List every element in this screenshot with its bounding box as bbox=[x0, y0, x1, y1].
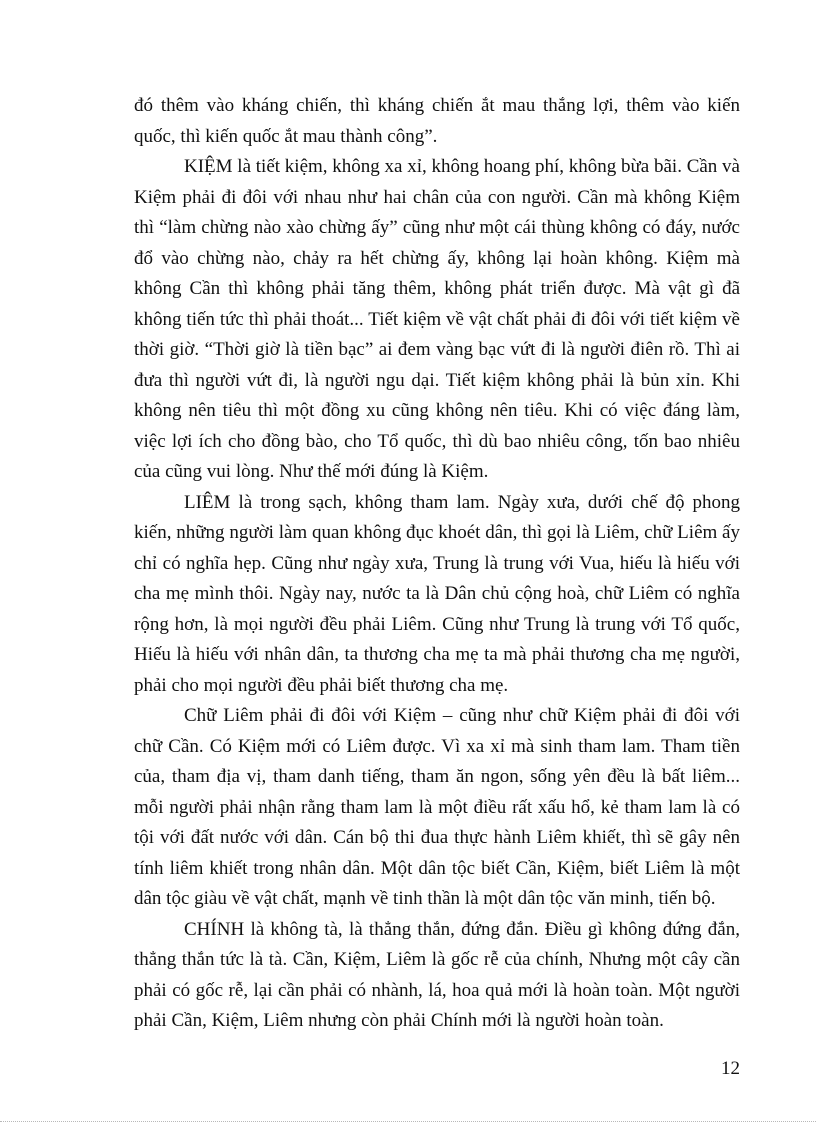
page-number: 12 bbox=[721, 1058, 740, 1079]
document-body bbox=[134, 91, 740, 1037]
page-bottom-divider bbox=[0, 1121, 816, 1122]
paragraph-liem: LIÊM là trong sạch, không tham lam. Ngày xưa, dưới chế độ phong kiến, những người làm quan không đục khoét dân, thì gọi là Liêm, chữ Liêm ấy chỉ có nghĩa hẹp. Cũng như ngày xưa, Trung là trung với Vua, hiếu là hiếu với cha mẹ mình thôi. Ngày nay, nước ta là Dân chủ cộng hoà, chữ Liêm có nghĩa rộng hơn, là mọi người đều phải Liêm. Cũng như Trung là trung với Tổ quốc, Hiếu là hiếu với nhân dân, ta thương cha mẹ ta mà phải thương cha mẹ người, phải cho mọi người đều phải biết thương cha mẹ. bbox=[134, 491, 740, 696]
paragraph-chinh: CHÍNH là không tà, là thẳng thắn, đứng đắn. Điều gì không đứng đắn, thẳng thắn tức là tà. Cần, Kiệm, Liêm là gốc rễ của chính, Nhưng một cây cần phải có gốc rễ, lại cần phải có nhành, lá, hoa quả mới là hoàn toàn. Một người phải Cần, Kiệm, Liêm nhưng còn phải Chính mới là người hoàn toàn. bbox=[134, 918, 740, 1031]
paragraph-liem-kiem: Chữ Liêm phải đi đôi với Kiệm – cũng như chữ Kiệm phải đi đôi với chữ Cần. Có Kiệm mới có Liêm được. Vì xa xỉ mà sinh tham lam. Tham tiền của, tham địa vị, tham danh tiếng, tham ăn ngon, sống yên đều là bất liêm... mỗi người phải nhận rằng tham lam là một điều rất xấu hổ, kẻ tham lam là có tội với đất nước với dân. Cán bộ thi đua thực hành Liêm khiết, thì sẽ gây nên tính liêm khiết trong nhân dân. Một dân tộc biết Cần, Kiệm, biết Liêm là một dân tộc giàu về vật chất, mạnh về tinh thần là một dân tộc văn minh, tiến bộ. bbox=[134, 705, 740, 909]
paragraph-continuation: đó thêm vào kháng chiến, thì kháng chiến ắt mau thắng lợi, thêm vào kiến quốc, thì kiến quốc ắt mau thành công”. bbox=[134, 95, 740, 147]
paragraph-kiem: KIỆM là tiết kiệm, không xa xỉ, không hoang phí, không bừa bãi. Cần và Kiệm phải đi đôi với nhau như hai chân của con người. Cần mà không Kiệm thì “làm chừng nào xào chừng ấy” cũng như một cái thùng không có đáy, nước đổ vào chừng nào, chảy ra hết chừng ấy, không lại hoàn không. Kiệm mà không Cần thì không phải tăng thêm, không phát triển được. Mà vật gì đã không tiến tức thì phải thoát... Tiết kiệm về vật chất phải đi đôi với tiết kiệm về thời giờ. “Thời giờ là tiền bạc” ai đem vàng bạc vứt đi là người điên rồ. Thì ai đưa thì người vứt đi, là người ngu dại. Tiết kiệm không phải là bủn xỉn. Khi không nên tiêu thì một đồng xu cũng không nên tiêu. Khi có việc đáng làm, việc lợi ích cho đồng bào, cho Tổ quốc, thì dù bao nhiêu công, tốn bao nhiêu của cũng vui lòng. Như thế mới đúng là Kiệm. bbox=[134, 156, 740, 482]
